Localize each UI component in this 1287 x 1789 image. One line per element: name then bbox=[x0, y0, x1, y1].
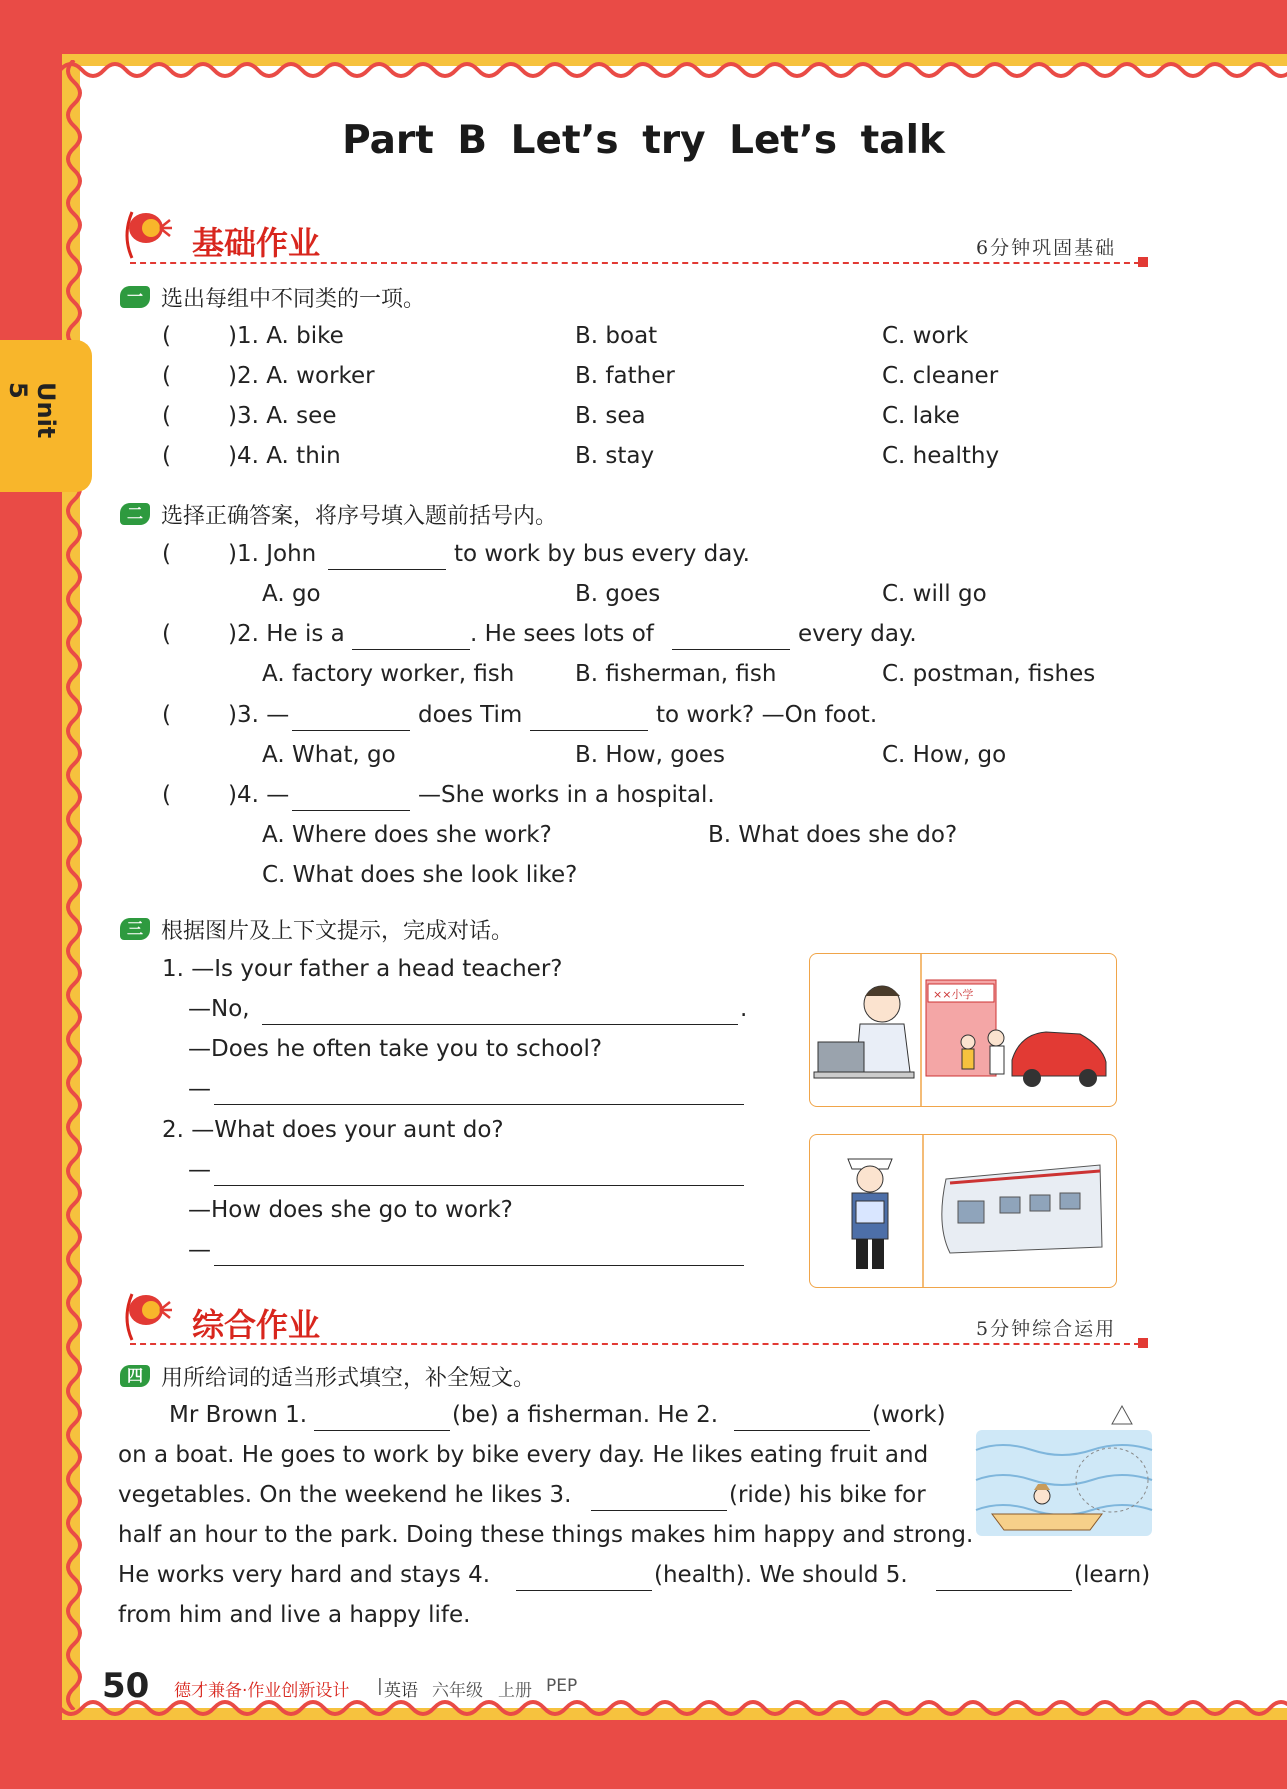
p2-q3-blank-2[interactable] bbox=[530, 730, 648, 731]
footer-grade: 六年级 bbox=[432, 1681, 483, 1701]
p1-q3-b: B. sea bbox=[575, 403, 646, 429]
section2-title: 综合作业 bbox=[192, 1306, 321, 1344]
p3-d1-line4: — bbox=[188, 1076, 211, 1102]
passage-l6: from him and live a happy life. bbox=[118, 1602, 471, 1628]
p1-q3-paren[interactable]: ( bbox=[162, 403, 171, 429]
p2-q2-opt-a: A. factory worker, fish bbox=[262, 661, 515, 687]
p3-d2-line3: —How does she go to work? bbox=[188, 1197, 513, 1223]
passage-blank-1[interactable] bbox=[314, 1430, 450, 1431]
part4-badge: 四 bbox=[120, 1365, 150, 1387]
p2-q1-text-a: )1. John bbox=[228, 541, 317, 567]
father-illustration-icon bbox=[810, 954, 1116, 1106]
passage-blank-3[interactable] bbox=[591, 1510, 727, 1511]
part3-badge: 三 bbox=[120, 918, 150, 940]
p3-d1-answer-1[interactable] bbox=[262, 1024, 738, 1025]
p2-q2-text-c: every day. bbox=[798, 621, 917, 647]
p2-q1-paren[interactable]: ( bbox=[162, 541, 171, 567]
p2-q4-opt-b: B. What does she do? bbox=[708, 822, 958, 848]
p2-q2-paren[interactable]: ( bbox=[162, 621, 171, 647]
passage-blank-2[interactable] bbox=[734, 1430, 870, 1431]
section1-divider bbox=[130, 262, 1140, 264]
school-sign: ××小学 bbox=[933, 988, 974, 1001]
passage-l4: half an hour to the park. Doing these things makes him happy and strong. bbox=[118, 1522, 974, 1548]
p1-q1-c: C. work bbox=[882, 323, 969, 349]
footer-term: 上册 bbox=[498, 1681, 532, 1701]
passage-l3-b: (ride) his bike for bbox=[729, 1482, 926, 1508]
part4-instruction: 用所给词的适当形式填空，补全短文。 bbox=[161, 1366, 536, 1391]
passage-l3-a: vegetables. On the weekend he likes 3. bbox=[118, 1482, 572, 1508]
p1-q1-b: B. boat bbox=[575, 323, 658, 349]
left-wavy-border bbox=[56, 60, 86, 1710]
p2-q3-opt-a: A. What, go bbox=[262, 742, 396, 768]
p1-q3-c: C. lake bbox=[882, 403, 960, 429]
page-number: 50 bbox=[102, 1666, 150, 1706]
p2-q2-opt-b: B. fisherman, fish bbox=[575, 661, 777, 687]
passage-l2: on a boat. He goes to work by bike every day. He likes eating fruit and bbox=[118, 1442, 929, 1468]
p2-q3-opt-c: C. How, go bbox=[882, 742, 1007, 768]
passage-l5-c: (learn) bbox=[1074, 1562, 1151, 1588]
p2-q2-text-b: . He sees lots of bbox=[470, 621, 654, 647]
p2-q3-text-c: to work? —On foot. bbox=[656, 702, 878, 728]
p3-d1-line2: —No, bbox=[188, 996, 250, 1022]
p2-q4-text-a: )4. — bbox=[228, 782, 290, 808]
p1-q2-c: C. cleaner bbox=[882, 363, 999, 389]
p2-q4-text-b: —She works in a hospital. bbox=[418, 782, 715, 808]
p2-q3-blank-1[interactable] bbox=[292, 730, 410, 731]
p3-d2-line4: — bbox=[188, 1237, 211, 1263]
p2-q2-blank-1[interactable] bbox=[352, 649, 470, 650]
section2-divider-end bbox=[1138, 1338, 1148, 1348]
p3-d2-answer-1[interactable] bbox=[214, 1185, 744, 1186]
p2-q2-text-a: )2. He is a bbox=[228, 621, 345, 647]
p2-q1-opt-a: A. go bbox=[262, 581, 321, 607]
p1-q2-a: )2. A. worker bbox=[228, 363, 375, 389]
top-wavy-border bbox=[60, 52, 1287, 82]
section2-divider bbox=[130, 1343, 1140, 1345]
section1-divider-end bbox=[1138, 257, 1148, 267]
p2-q3-opt-b: B. How, goes bbox=[575, 742, 726, 768]
passage-l5-a: He works very hard and stays 4. bbox=[118, 1562, 491, 1588]
aunt-picture bbox=[809, 1134, 1117, 1288]
part1-badge: 一 bbox=[120, 286, 150, 308]
p1-q4-c: C. healthy bbox=[882, 443, 1000, 469]
unit-label: Unit 5 bbox=[4, 382, 60, 439]
p3-d1-answer-2[interactable] bbox=[214, 1104, 744, 1105]
p2-q1-text-b: to work by bus every day. bbox=[454, 541, 750, 567]
fisherman-boat-icon bbox=[972, 1400, 1157, 1542]
part3-instruction: 根据图片及上下文提示，完成对话。 bbox=[161, 919, 514, 944]
p2-q4-blank[interactable] bbox=[292, 810, 410, 811]
p2-q4-opt-c: C. What does she look like? bbox=[262, 862, 578, 888]
p1-q4-b: B. stay bbox=[575, 443, 655, 469]
p2-q3-text-b: does Tim bbox=[418, 702, 523, 728]
footer-edition: PEP bbox=[546, 1676, 578, 1696]
p2-q1-opt-c: C. will go bbox=[882, 581, 987, 607]
p3-d1-line3: —Does he often take you to school? bbox=[188, 1036, 603, 1062]
p1-q1-a: )1. A. bike bbox=[228, 323, 344, 349]
p3-d2-answer-2[interactable] bbox=[214, 1265, 744, 1266]
p1-q1-paren[interactable]: ( bbox=[162, 323, 171, 349]
p1-q2-b: B. father bbox=[575, 363, 675, 389]
p2-q1-blank[interactable] bbox=[328, 569, 446, 570]
p1-q4-a: )4. A. thin bbox=[228, 443, 341, 469]
p3-d2-line2: — bbox=[188, 1157, 211, 1183]
father-picture bbox=[809, 953, 1117, 1107]
p2-q2-opt-c: C. postman, fishes bbox=[882, 661, 1096, 687]
p2-q4-paren[interactable]: ( bbox=[162, 782, 171, 808]
passage-blank-4[interactable] bbox=[516, 1590, 652, 1591]
footer-divider: | bbox=[377, 1676, 383, 1696]
passage-l1-a: Mr Brown 1. bbox=[169, 1402, 308, 1428]
aunt-illustration-icon bbox=[810, 1135, 1116, 1287]
p2-q4-opt-a: A. Where does she work? bbox=[262, 822, 552, 848]
footer-subject: 英语 bbox=[384, 1681, 418, 1701]
p3-d1-line1: 1. —Is your father a head teacher? bbox=[162, 956, 563, 982]
p1-q3-a: )3. A. see bbox=[228, 403, 337, 429]
p3-d1-line2-end: . bbox=[740, 996, 748, 1022]
part1-instruction: 选出每组中不同类的一项。 bbox=[161, 287, 426, 312]
passage-l1-b: (be) a fisherman. He 2. bbox=[452, 1402, 719, 1428]
section1-subtitle: 6分钟巩固基础 bbox=[976, 237, 1117, 259]
megaphone-icon bbox=[118, 206, 180, 262]
p1-q2-paren[interactable]: ( bbox=[162, 363, 171, 389]
p2-q2-blank-2[interactable] bbox=[672, 649, 790, 650]
unit-side-tab bbox=[0, 340, 92, 492]
megaphone-icon-2 bbox=[118, 1288, 180, 1344]
part2-badge: 二 bbox=[120, 503, 150, 525]
p2-q3-paren[interactable]: ( bbox=[162, 702, 171, 728]
passage-blank-5[interactable] bbox=[936, 1590, 1072, 1591]
section2-subtitle: 5分钟综合运用 bbox=[976, 1318, 1117, 1340]
p3-d2-line1: 2. —What does your aunt do? bbox=[162, 1117, 504, 1143]
passage-l5-b: (health). We should 5. bbox=[654, 1562, 908, 1588]
p1-q4-paren[interactable]: ( bbox=[162, 443, 171, 469]
page-title: Part B Let’s try Let’s talk bbox=[342, 118, 945, 163]
footer-brand: 德才兼备·作业创新设计 bbox=[174, 1681, 350, 1701]
part2-instruction: 选择正确答案，将序号填入题前括号内。 bbox=[161, 504, 558, 529]
p2-q1-opt-b: B. goes bbox=[575, 581, 661, 607]
passage-l1-c: (work) bbox=[872, 1402, 946, 1428]
p2-q3-text-a: )3. — bbox=[228, 702, 290, 728]
section1-title: 基础作业 bbox=[192, 224, 321, 262]
